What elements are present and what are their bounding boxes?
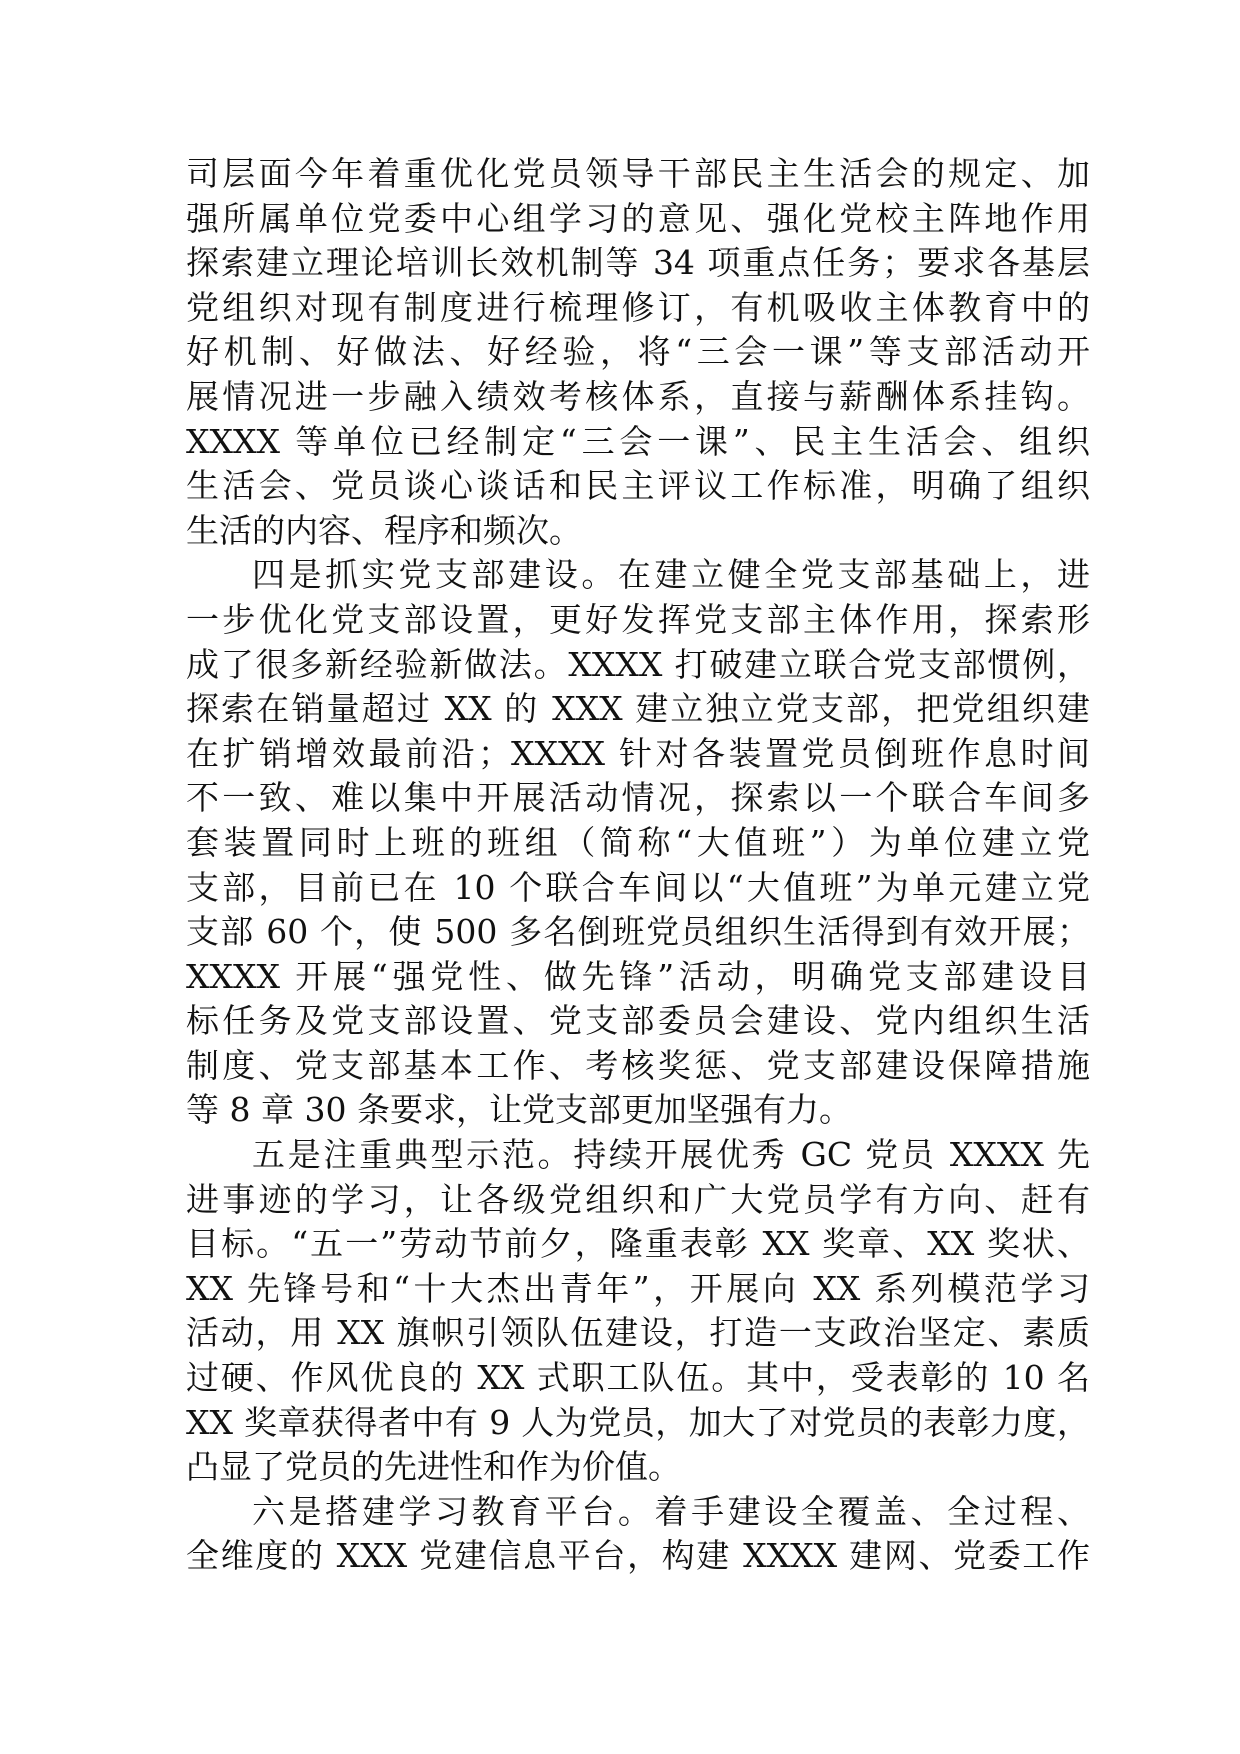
text-line: 全维度的 XXX 党建信息平台，构建 XXXX 建网、党委工作 — [186, 1536, 1090, 1576]
text-line: XXXX 等单位已经制定“三会一课”、民主生活会、组织 — [186, 421, 1090, 461]
text-line: 展情况进一步融入绩效考核体系，直接与薪酬体系挂钩。 — [186, 376, 1090, 416]
text-line: 生活的内容、程序和频次。 — [186, 510, 582, 550]
text-line: 过硬、作风优良的 XX 式职工队伍。其中，受表彰的 10 名 — [186, 1358, 1090, 1398]
text-line: 凸显了党员的先进性和作为价值。 — [186, 1447, 681, 1487]
text-line: XX 奖章获得者中有 9 人为党员，加大了对党员的表彰力度， — [186, 1402, 1090, 1442]
text-line: 进事迹的学习，让各级党组织和广大党员学有方向、赶有 — [186, 1179, 1090, 1219]
text-line: 在扩销增效最前沿；XXXX 针对各装置党员倒班作息时间 — [186, 733, 1090, 773]
text-line: 六是搭建学习教育平台。着手建设全覆盖、全过程、 — [252, 1491, 1090, 1531]
document-page — [186, 152, 1090, 1579]
text-line: XX 先锋号和“十大杰出青年”，开展向 XX 系列模范学习 — [186, 1268, 1090, 1308]
body-paragraph — [186, 1490, 1090, 1579]
text-line: 不一致、难以集中开展活动情况，探索以一个联合车间多 — [186, 778, 1090, 818]
text-line: 目标。“五一”劳动节前夕，隆重表彰 XX 奖章、XX 奖状、 — [186, 1224, 1090, 1264]
text-line: 强所属单位党委中心组学习的意见、强化党校主阵地作用 — [186, 198, 1090, 238]
text-line: 支部，目前已在 10 个联合车间以“大值班”为单元建立党 — [186, 867, 1090, 907]
text-line: 党组织对现有制度进行梳理修订，有机吸收主体教育中的 — [186, 287, 1090, 327]
text-line: 司层面今年着重优化党员领导干部民主生活会的规定、加 — [186, 154, 1090, 193]
text-line: 四是抓实党支部建设。在建立健全党支部基础上，进 — [252, 555, 1090, 595]
body-paragraph — [186, 553, 1090, 1133]
text-line: 标任务及党支部设置、党支部委员会建设、党内组织生活 — [186, 1001, 1090, 1041]
text-line: 生活会、党员谈心谈话和民主评议工作标准，明确了组织 — [186, 466, 1090, 506]
text-line: 一步优化党支部设置，更好发挥党支部主体作用，探索形 — [186, 599, 1090, 639]
text-line: XXXX 开展“强党性、做先锋”活动，明确党支部建设目 — [186, 956, 1090, 996]
text-line: 成了很多新经验新做法。XXXX 打破建立联合党支部惯例， — [186, 644, 1090, 684]
body-paragraph — [186, 1133, 1090, 1490]
text-line: 五是注重典型示范。持续开展优秀 GC 党员 XXXX 先 — [252, 1135, 1090, 1175]
text-line: 探索建立理论培训长效机制等 34 项重点任务；要求各基层 — [186, 243, 1090, 283]
text-line: 探索在销量超过 XX 的 XXX 建立独立党支部，把党组织建 — [186, 689, 1090, 729]
text-line: 等 8 章 30 条要求，让党支部更加坚强有力。 — [186, 1090, 852, 1130]
body-paragraph — [186, 152, 1090, 553]
text-line: 支部 60 个，使 500 多名倒班党员组织生活得到有效开展； — [186, 912, 1090, 952]
text-line: 制度、党支部基本工作、考核奖惩、党支部建设保障措施 — [186, 1045, 1090, 1085]
text-line: 好机制、好做法、好经验，将“三会一课”等支部活动开 — [186, 332, 1090, 372]
text-line: 套装置同时上班的班组（简称“大值班”）为单位建立党 — [186, 822, 1090, 862]
text-line: 活动，用 XX 旗帜引领队伍建设，打造一支政治坚定、素质 — [186, 1313, 1090, 1353]
